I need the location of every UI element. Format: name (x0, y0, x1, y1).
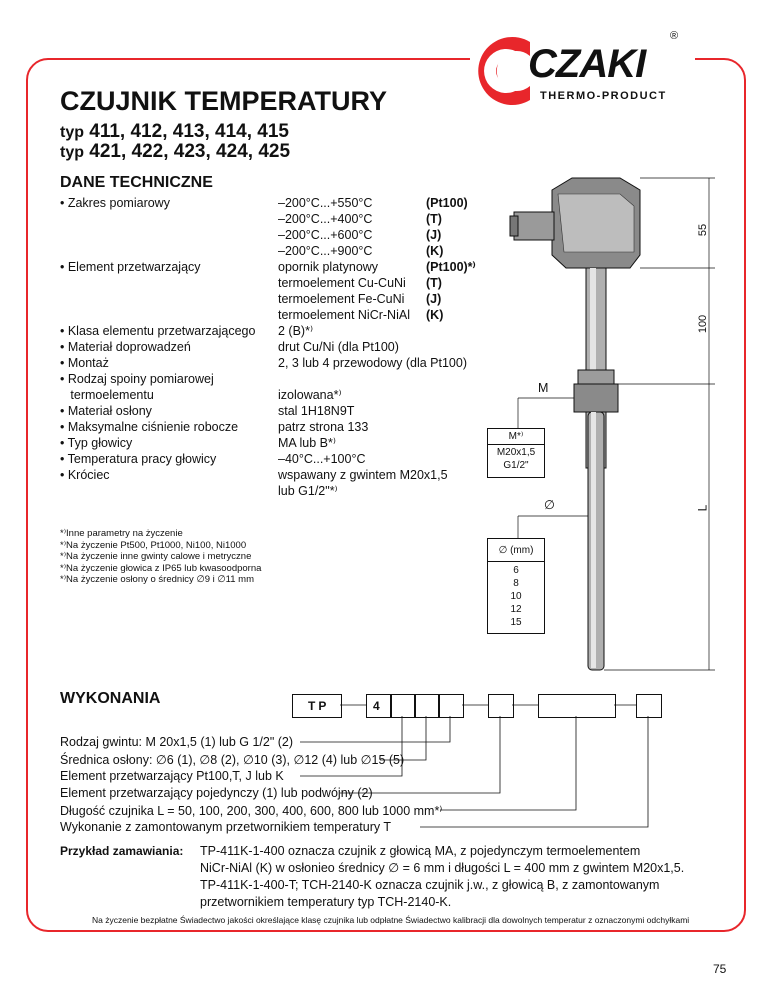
wykonania-line-1: Rodzaj gwintu: M 20x1,5 (1) lub G 1/2" (2) (60, 735, 294, 749)
diameter-label: ∅ (544, 498, 555, 512)
spec-label: • Element przetwarzający (60, 260, 201, 274)
wykonania-line-5: Długość czujnika L = 50, 100, 200, 300, 400, 600, 800 lub 1000 mm*⁾ (60, 804, 443, 818)
logo-subtitle: THERMO-PRODUCT (540, 90, 667, 102)
range-values: –200°C...+550°C –200°C...+400°C –200°C...+600°C –200°C...+900°C (278, 196, 373, 258)
certificate-note: Na życzenie bezpłatne Świadectwo jakości określające klasę czujnika lub odpłatne Świadectwo kalibracji dla dowolnych temperatur z oznaczonymi odchyłkami (92, 915, 690, 925)
wykonania-line-2: Średnica osłony: ∅6 (1), ∅8 (2), ∅10 (3), ∅12 (4) lub ∅15 (5) (60, 753, 405, 767)
wykonania-line-4: Element przetwarzający pojedynczy (1) lub podwójny (2) (60, 786, 373, 800)
wykonania-heading: WYKONANIA (60, 690, 161, 707)
code-4: 4 (373, 699, 383, 713)
thread-table: M*⁾ M20x1,5 G1/2" (487, 428, 545, 478)
type-line-2: typ 421, 422, 423, 424, 425 (60, 141, 291, 162)
example-text: TP-411K-1-400 oznacza czujnik z głowicą MA, z pojedynczym termoelementem NiCr-NiAl (K) w osłonieo średnicy ∅ = 6 mm i długości L = 400 mm z gwintem M20x1,5. TP-411K-1-400-T; TCH-2140-K oznacza czujnik j.w., z głowicą B, z zamontowanym przetwornikiem temperatury typ TCH-2140-K. (200, 844, 685, 909)
tech-heading: DANE TECHNICZNE (60, 174, 213, 191)
footnotes: *⁾Inne parametry na życzenie *⁾Na życzenie Pt500, Pt1000, Ni100, Ni1000 *⁾Na życzenie inne gwinty calowe i metryczne *⁾Na życzenie głowica z IP65 lub kwasoodporna *⁾Na życzenie osłony o średnicy ∅9 i ∅11 mm (60, 528, 262, 585)
dim-55-label: 55 (697, 223, 710, 237)
element-types: (Pt100)*⁾ (T) (J) (K) (426, 260, 476, 322)
range-types: (Pt100) (T) (J) (K) (426, 196, 468, 258)
registered-mark: ® (670, 30, 679, 42)
wykonania-line-3: Element przetwarzający Pt100,T, J lub K (60, 769, 284, 783)
example-label: Przykład zamawiania: (60, 844, 184, 858)
logo-letters: CZAKI (528, 42, 646, 86)
type-line-1: typ 411, 412, 413, 414, 415 (60, 121, 289, 142)
spec-label: • Zakres pomiarowy (60, 196, 170, 210)
dim-L-label: L (695, 504, 710, 512)
page-title: CZUJNIK TEMPERATURY (60, 86, 388, 116)
element-values: opornik platynowy termoelement Cu-CuNi termoelement Fe-CuNi termoelement NiCr-NiAl (278, 260, 410, 322)
spec-values: 2 (B)*⁾ drut Cu/Ni (dla Pt100) 2, 3 lub 4 przewodowy (dla Pt100) izolowana*⁾ stal 1H18N9T patrz strona 133 MA lub B*⁾ –40°C...+100°C wspawany z gwintem M20x1,5 lub G1/2"*⁾ (278, 324, 467, 498)
thread-label: M (538, 381, 549, 395)
wykonania-line-6: Wykonanie z zamontowanym przetwornikiem temperatury T (60, 820, 392, 834)
dim-100-label: 100 (697, 314, 710, 334)
spec-labels: • Klasa elementu przetwarzającego • Materiał doprowadzeń • Montaż • Rodzaj spoiny pomiarowej termoelementu • Materiał osłony • Maksymalne ciśnienie robocze • Typ głowicy • Temperatura pracy głowicy • Króciec (60, 324, 256, 482)
code-tp: TP (308, 699, 330, 713)
diameter-table: ∅ (mm) 6 8 10 12 15 (487, 538, 545, 634)
page-number: 75 (713, 962, 727, 976)
brand-logo (470, 28, 695, 114)
